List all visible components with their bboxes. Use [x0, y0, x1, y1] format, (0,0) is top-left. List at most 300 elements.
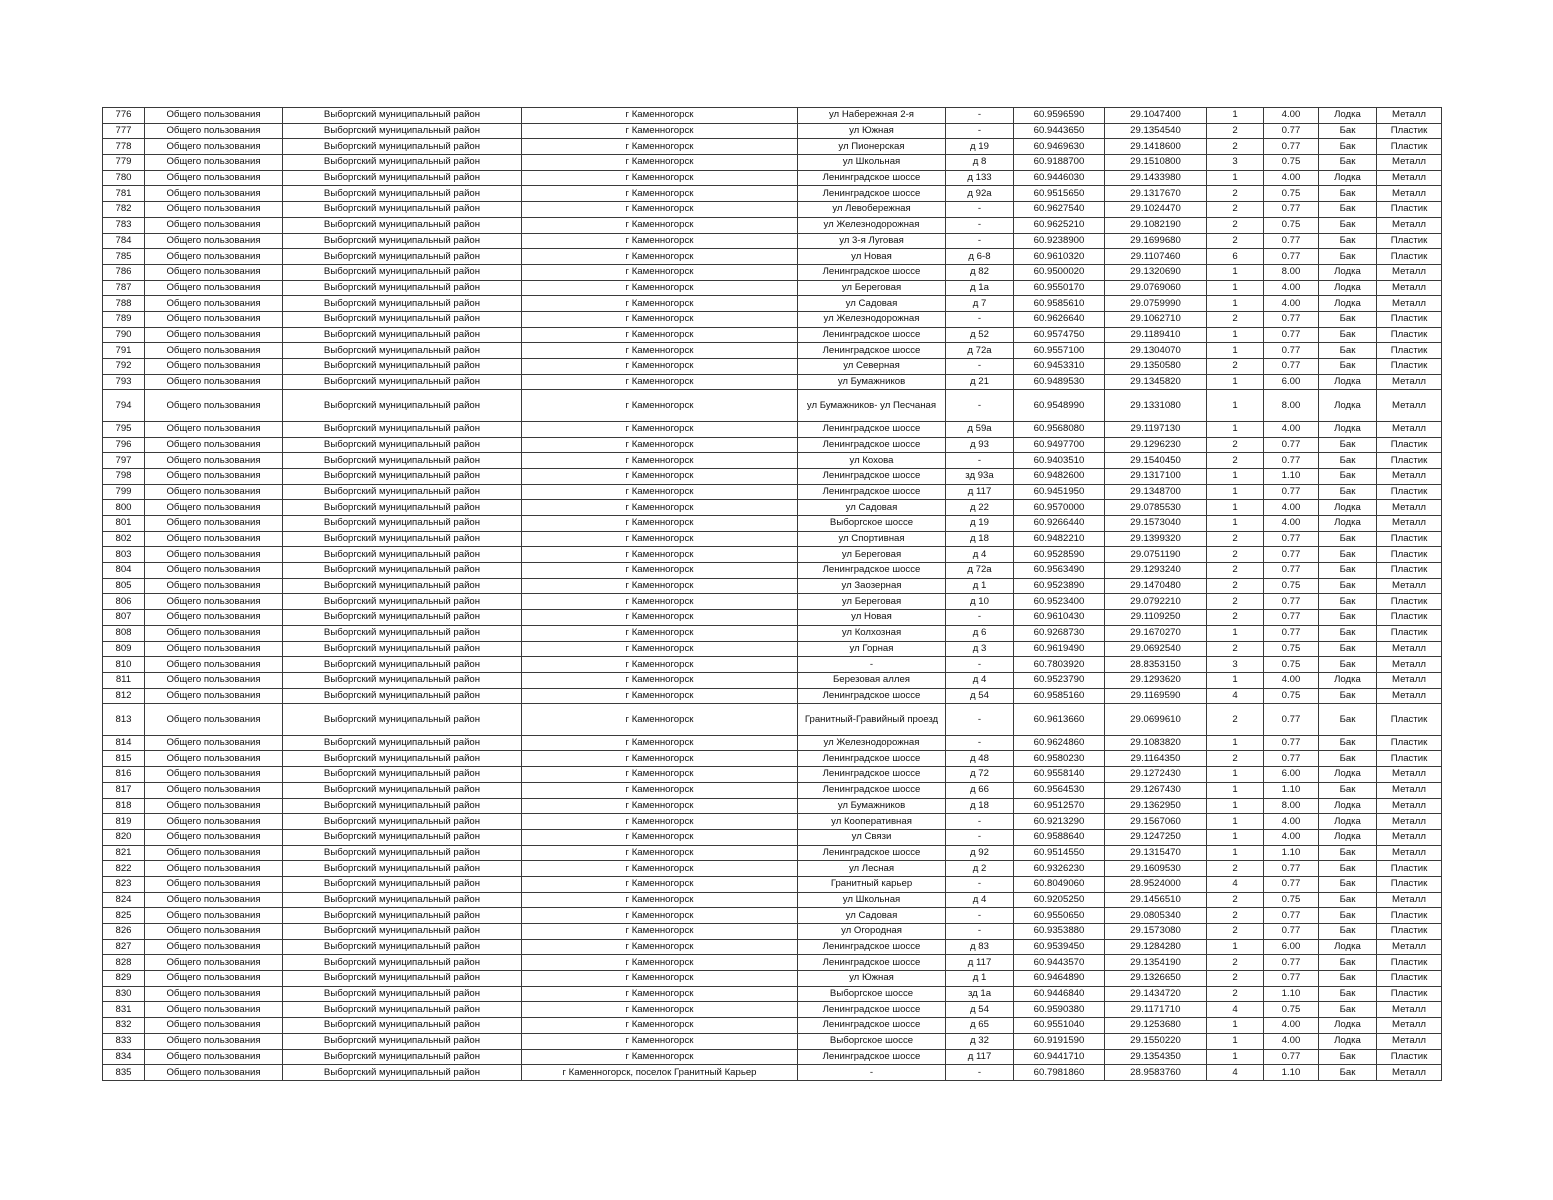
cell-container-volume: 0.77 — [1264, 955, 1319, 971]
cell-container-count: 4 — [1207, 688, 1264, 704]
cell-container-count: 1 — [1207, 264, 1264, 280]
cell-container-count: 1 — [1207, 939, 1264, 955]
cell-container-volume: 0.77 — [1264, 249, 1319, 265]
cell-row-number: 782 — [103, 202, 145, 218]
cell-container-count: 1 — [1207, 500, 1264, 516]
cell-container-count: 1 — [1207, 735, 1264, 751]
cell-usage-type: Общего пользования — [145, 767, 283, 783]
cell-longitude: 29.0805340 — [1105, 908, 1207, 924]
cell-container-type: Бак — [1319, 547, 1377, 563]
cell-district: Выборгский муниципальный район — [283, 610, 522, 626]
cell-container-volume: 0.77 — [1264, 735, 1319, 751]
cell-container-count: 1 — [1207, 1033, 1264, 1049]
cell-container-volume: 0.75 — [1264, 641, 1319, 657]
cell-settlement: г Каменногорск — [522, 421, 798, 437]
cell-longitude: 29.1550220 — [1105, 1033, 1207, 1049]
cell-district: Выборгский муниципальный район — [283, 516, 522, 532]
cell-building: - — [946, 202, 1014, 218]
cell-row-number: 802 — [103, 531, 145, 547]
cell-district: Выборгский муниципальный район — [283, 264, 522, 280]
cell-row-number: 822 — [103, 861, 145, 877]
cell-usage-type: Общего пользования — [145, 939, 283, 955]
cell-street: Гранитный карьер — [798, 876, 946, 892]
cell-district: Выборгский муниципальный район — [283, 908, 522, 924]
cell-container-volume: 0.77 — [1264, 453, 1319, 469]
cell-street: Ленинградское шоссе — [798, 343, 946, 359]
cell-district: Выборгский муниципальный район — [283, 170, 522, 186]
cell-container-material: Пластик — [1377, 327, 1442, 343]
table-row — [103, 170, 1442, 186]
cell-row-number: 796 — [103, 437, 145, 453]
cell-usage-type: Общего пользования — [145, 249, 283, 265]
cell-container-material: Металл — [1377, 1065, 1442, 1081]
cell-settlement: г Каменногорск — [522, 657, 798, 673]
cell-container-count: 1 — [1207, 390, 1264, 422]
cell-container-material: Пластик — [1377, 437, 1442, 453]
cell-container-material: Металл — [1377, 688, 1442, 704]
cell-district: Выборгский муниципальный район — [283, 704, 522, 736]
table-row — [103, 186, 1442, 202]
cell-building: - — [946, 657, 1014, 673]
cell-container-volume: 0.77 — [1264, 327, 1319, 343]
cell-longitude: 29.1062710 — [1105, 311, 1207, 327]
table-row — [103, 908, 1442, 924]
table-row — [103, 657, 1442, 673]
cell-longitude: 29.1272430 — [1105, 767, 1207, 783]
cell-settlement: г Каменногорск — [522, 139, 798, 155]
cell-container-volume: 0.77 — [1264, 123, 1319, 139]
cell-container-count: 2 — [1207, 641, 1264, 657]
cell-settlement: г Каменногорск — [522, 437, 798, 453]
cell-container-type: Лодка — [1319, 672, 1377, 688]
cell-container-volume: 4.00 — [1264, 296, 1319, 312]
cell-district: Выборгский муниципальный район — [283, 500, 522, 516]
cell-container-material: Пластик — [1377, 202, 1442, 218]
cell-street: ул Железнодорожная — [798, 311, 946, 327]
table-row — [103, 264, 1442, 280]
cell-settlement: г Каменногорск — [522, 939, 798, 955]
cell-building: д 2 — [946, 861, 1014, 877]
cell-longitude: 29.1320690 — [1105, 264, 1207, 280]
cell-container-type: Лодка — [1319, 296, 1377, 312]
cell-container-material: Металл — [1377, 500, 1442, 516]
cell-latitude: 60.9446840 — [1014, 986, 1105, 1002]
cell-container-volume: 8.00 — [1264, 264, 1319, 280]
cell-container-material: Металл — [1377, 296, 1442, 312]
cell-district: Выборгский муниципальный район — [283, 374, 522, 390]
cell-street: ул Спортивная — [798, 531, 946, 547]
cell-longitude: 29.1253680 — [1105, 1018, 1207, 1034]
cell-container-volume: 0.77 — [1264, 876, 1319, 892]
cell-row-number: 797 — [103, 453, 145, 469]
cell-latitude: 60.9523790 — [1014, 672, 1105, 688]
cell-district: Выборгский муниципальный район — [283, 971, 522, 987]
cell-district: Выборгский муниципальный район — [283, 453, 522, 469]
cell-street: Выборгское шоссе — [798, 516, 946, 532]
cell-settlement: г Каменногорск — [522, 359, 798, 375]
cell-row-number: 831 — [103, 1002, 145, 1018]
cell-settlement: г Каменногорск — [522, 390, 798, 422]
cell-longitude: 29.1350580 — [1105, 359, 1207, 375]
cell-container-count: 2 — [1207, 186, 1264, 202]
cell-container-volume: 0.75 — [1264, 892, 1319, 908]
cell-longitude: 29.0769060 — [1105, 280, 1207, 296]
cell-row-number: 780 — [103, 170, 145, 186]
cell-container-material: Металл — [1377, 108, 1442, 124]
cell-latitude: 60.9205250 — [1014, 892, 1105, 908]
cell-container-count: 2 — [1207, 578, 1264, 594]
cell-usage-type: Общего пользования — [145, 202, 283, 218]
cell-latitude: 60.9497700 — [1014, 437, 1105, 453]
cell-longitude: 29.1670270 — [1105, 625, 1207, 641]
table-row — [103, 672, 1442, 688]
cell-container-type: Лодка — [1319, 798, 1377, 814]
cell-district: Выборгский муниципальный район — [283, 421, 522, 437]
cell-settlement: г Каменногорск — [522, 908, 798, 924]
cell-usage-type: Общего пользования — [145, 798, 283, 814]
cell-longitude: 29.1247250 — [1105, 829, 1207, 845]
cell-container-count: 2 — [1207, 202, 1264, 218]
cell-row-number: 798 — [103, 468, 145, 484]
cell-settlement: г Каменногорск — [522, 516, 798, 532]
cell-building: д 4 — [946, 892, 1014, 908]
cell-district: Выборгский муниципальный район — [283, 751, 522, 767]
cell-container-type: Бак — [1319, 892, 1377, 908]
cell-longitude: 29.1609530 — [1105, 861, 1207, 877]
cell-district: Выборгский муниципальный район — [283, 672, 522, 688]
cell-settlement: г Каменногорск — [522, 374, 798, 390]
cell-container-count: 1 — [1207, 484, 1264, 500]
cell-container-material: Пластик — [1377, 453, 1442, 469]
table-row — [103, 139, 1442, 155]
cell-container-type: Лодка — [1319, 1033, 1377, 1049]
cell-row-number: 790 — [103, 327, 145, 343]
cell-usage-type: Общего пользования — [145, 1018, 283, 1034]
cell-longitude: 29.1354190 — [1105, 955, 1207, 971]
cell-district: Выборгский муниципальный район — [283, 233, 522, 249]
cell-container-type: Лодка — [1319, 170, 1377, 186]
cell-container-type: Бак — [1319, 610, 1377, 626]
cell-street: ул Новая — [798, 249, 946, 265]
table-row — [103, 547, 1442, 563]
cell-longitude: 29.1456510 — [1105, 892, 1207, 908]
cell-building: д 117 — [946, 955, 1014, 971]
cell-container-count: 3 — [1207, 155, 1264, 171]
cell-settlement: г Каменногорск — [522, 123, 798, 139]
cell-settlement: г Каменногорск — [522, 547, 798, 563]
table-row — [103, 971, 1442, 987]
cell-building: д 54 — [946, 688, 1014, 704]
cell-row-number: 811 — [103, 672, 145, 688]
cell-building: - — [946, 704, 1014, 736]
table-row — [103, 939, 1442, 955]
cell-usage-type: Общего пользования — [145, 924, 283, 940]
cell-street: Ленинградское шоссе — [798, 170, 946, 186]
cell-container-material: Металл — [1377, 468, 1442, 484]
cell-usage-type: Общего пользования — [145, 861, 283, 877]
cell-settlement: г Каменногорск — [522, 343, 798, 359]
cell-container-volume: 0.77 — [1264, 971, 1319, 987]
cell-container-count: 2 — [1207, 311, 1264, 327]
cell-usage-type: Общего пользования — [145, 311, 283, 327]
cell-latitude: 60.9443650 — [1014, 123, 1105, 139]
table-row — [103, 453, 1442, 469]
cell-usage-type: Общего пользования — [145, 217, 283, 233]
cell-longitude: 29.1083820 — [1105, 735, 1207, 751]
cell-row-number: 794 — [103, 390, 145, 422]
cell-row-number: 791 — [103, 343, 145, 359]
table-row — [103, 1065, 1442, 1081]
table-row — [103, 829, 1442, 845]
cell-district: Выборгский муниципальный район — [283, 531, 522, 547]
cell-row-number: 810 — [103, 657, 145, 673]
cell-district: Выборгский муниципальный район — [283, 108, 522, 124]
cell-settlement: г Каменногорск — [522, 610, 798, 626]
cell-building: д 133 — [946, 170, 1014, 186]
cell-street: ул Новая — [798, 610, 946, 626]
cell-building: д 65 — [946, 1018, 1014, 1034]
cell-container-type: Лодка — [1319, 108, 1377, 124]
cell-container-volume: 0.77 — [1264, 908, 1319, 924]
cell-street: Гранитный-Гравийный проезд — [798, 704, 946, 736]
table-row — [103, 516, 1442, 532]
cell-container-material: Пластик — [1377, 123, 1442, 139]
cell-usage-type: Общего пользования — [145, 516, 283, 532]
cell-latitude: 60.9489530 — [1014, 374, 1105, 390]
table-row — [103, 437, 1442, 453]
cell-street: Выборгское шоссе — [798, 986, 946, 1002]
cell-building: д 72 — [946, 767, 1014, 783]
cell-container-type: Бак — [1319, 782, 1377, 798]
cell-container-type: Бак — [1319, 986, 1377, 1002]
cell-container-count: 1 — [1207, 516, 1264, 532]
cell-container-volume: 0.77 — [1264, 625, 1319, 641]
cell-container-material: Пластик — [1377, 971, 1442, 987]
cell-container-count: 2 — [1207, 217, 1264, 233]
cell-longitude: 29.0759990 — [1105, 296, 1207, 312]
cell-building: д 1 — [946, 578, 1014, 594]
cell-settlement: г Каменногорск — [522, 311, 798, 327]
cell-district: Выборгский муниципальный район — [283, 845, 522, 861]
cell-container-type: Бак — [1319, 343, 1377, 359]
cell-district: Выборгский муниципальный район — [283, 767, 522, 783]
cell-container-volume: 0.77 — [1264, 751, 1319, 767]
cell-longitude: 29.1189410 — [1105, 327, 1207, 343]
cell-usage-type: Общего пользования — [145, 437, 283, 453]
table-row — [103, 625, 1442, 641]
cell-row-number: 778 — [103, 139, 145, 155]
cell-row-number: 835 — [103, 1065, 145, 1081]
cell-district: Выборгский муниципальный район — [283, 955, 522, 971]
cell-container-volume: 0.77 — [1264, 437, 1319, 453]
cell-container-type: Бак — [1319, 155, 1377, 171]
cell-container-count: 1 — [1207, 845, 1264, 861]
cell-container-count: 2 — [1207, 531, 1264, 547]
cell-container-type: Бак — [1319, 484, 1377, 500]
cell-settlement: г Каменногорск — [522, 986, 798, 1002]
cell-longitude: 29.1197130 — [1105, 421, 1207, 437]
table-row — [103, 311, 1442, 327]
cell-street: Ленинградское шоссе — [798, 437, 946, 453]
cell-container-material: Металл — [1377, 186, 1442, 202]
cell-container-volume: 4.00 — [1264, 170, 1319, 186]
cell-street: - — [798, 1065, 946, 1081]
cell-latitude: 60.9570000 — [1014, 500, 1105, 516]
cell-row-number: 820 — [103, 829, 145, 845]
table-row — [103, 296, 1442, 312]
cell-district: Выборгский муниципальный район — [283, 139, 522, 155]
cell-container-material: Металл — [1377, 845, 1442, 861]
cell-street: ул Огородная — [798, 924, 946, 940]
cell-container-material: Пластик — [1377, 908, 1442, 924]
cell-latitude: 60.9514550 — [1014, 845, 1105, 861]
cell-container-type: Бак — [1319, 327, 1377, 343]
cell-container-material: Металл — [1377, 280, 1442, 296]
cell-usage-type: Общего пользования — [145, 296, 283, 312]
cell-settlement: г Каменногорск — [522, 1002, 798, 1018]
cell-longitude: 29.1434720 — [1105, 986, 1207, 1002]
cell-container-count: 2 — [1207, 123, 1264, 139]
table-row — [103, 484, 1442, 500]
cell-container-material: Металл — [1377, 374, 1442, 390]
cell-district: Выборгский муниципальный район — [283, 735, 522, 751]
cell-container-count: 1 — [1207, 782, 1264, 798]
cell-usage-type: Общего пользования — [145, 782, 283, 798]
cell-settlement: г Каменногорск — [522, 672, 798, 688]
cell-longitude: 29.1399320 — [1105, 531, 1207, 547]
cell-container-material: Пластик — [1377, 704, 1442, 736]
cell-container-material: Пластик — [1377, 876, 1442, 892]
cell-latitude: 60.9512570 — [1014, 798, 1105, 814]
cell-row-number: 809 — [103, 641, 145, 657]
cell-latitude: 60.9596590 — [1014, 108, 1105, 124]
cell-district: Выборгский муниципальный район — [283, 437, 522, 453]
cell-container-count: 2 — [1207, 610, 1264, 626]
table-row — [103, 468, 1442, 484]
cell-building: - — [946, 814, 1014, 830]
cell-district: Выборгский муниципальный район — [283, 814, 522, 830]
cell-street: ул Связи — [798, 829, 946, 845]
cell-row-number: 826 — [103, 924, 145, 940]
cell-street: ул Горная — [798, 641, 946, 657]
cell-street: Ленинградское шоссе — [798, 563, 946, 579]
cell-container-material: Пластик — [1377, 610, 1442, 626]
cell-street: ул Железнодорожная — [798, 217, 946, 233]
cell-street: ул Бумажников — [798, 798, 946, 814]
cell-building: - — [946, 829, 1014, 845]
cell-settlement: г Каменногорск — [522, 280, 798, 296]
table-row — [103, 359, 1442, 375]
cell-settlement: г Каменногорск — [522, 814, 798, 830]
table-row — [103, 594, 1442, 610]
table-row — [103, 563, 1442, 579]
cell-container-volume: 0.75 — [1264, 688, 1319, 704]
cell-street: Ленинградское шоссе — [798, 1002, 946, 1018]
cell-container-material: Пластик — [1377, 531, 1442, 547]
cell-row-number: 792 — [103, 359, 145, 375]
cell-building: д 21 — [946, 374, 1014, 390]
cell-container-volume: 4.00 — [1264, 500, 1319, 516]
cell-building: д 52 — [946, 327, 1014, 343]
cell-district: Выборгский муниципальный район — [283, 641, 522, 657]
cell-longitude: 29.0785530 — [1105, 500, 1207, 516]
cell-latitude: 60.9580230 — [1014, 751, 1105, 767]
cell-container-material: Металл — [1377, 516, 1442, 532]
cell-container-material: Металл — [1377, 829, 1442, 845]
cell-settlement: г Каменногорск, поселок Гранитный Карьер — [522, 1065, 798, 1081]
cell-usage-type: Общего пользования — [145, 955, 283, 971]
cell-street: Ленинградское шоссе — [798, 264, 946, 280]
cell-settlement: г Каменногорск — [522, 829, 798, 845]
cell-container-type: Бак — [1319, 861, 1377, 877]
cell-settlement: г Каменногорск — [522, 625, 798, 641]
cell-container-material: Металл — [1377, 421, 1442, 437]
cell-latitude: 60.9268730 — [1014, 625, 1105, 641]
table-row — [103, 861, 1442, 877]
cell-latitude: 60.9213290 — [1014, 814, 1105, 830]
table-row — [103, 610, 1442, 626]
cell-usage-type: Общего пользования — [145, 845, 283, 861]
cell-longitude: 29.1047400 — [1105, 108, 1207, 124]
cell-settlement: г Каменногорск — [522, 861, 798, 877]
cell-row-number: 824 — [103, 892, 145, 908]
cell-row-number: 793 — [103, 374, 145, 390]
cell-usage-type: Общего пользования — [145, 657, 283, 673]
cell-street: Березовая аллея — [798, 672, 946, 688]
cell-container-volume: 0.75 — [1264, 217, 1319, 233]
cell-district: Выборгский муниципальный район — [283, 327, 522, 343]
cell-longitude: 29.1573080 — [1105, 924, 1207, 940]
cell-container-type: Бак — [1319, 453, 1377, 469]
cell-usage-type: Общего пользования — [145, 484, 283, 500]
cell-district: Выборгский муниципальный район — [283, 829, 522, 845]
cell-usage-type: Общего пользования — [145, 359, 283, 375]
cell-container-material: Металл — [1377, 782, 1442, 798]
cell-container-volume: 4.00 — [1264, 1018, 1319, 1034]
cell-container-type: Бак — [1319, 1049, 1377, 1065]
cell-row-number: 804 — [103, 563, 145, 579]
cell-settlement: г Каменногорск — [522, 892, 798, 908]
cell-container-count: 2 — [1207, 437, 1264, 453]
cell-district: Выборгский муниципальный район — [283, 986, 522, 1002]
cell-row-number: 789 — [103, 311, 145, 327]
cell-container-volume: 4.00 — [1264, 672, 1319, 688]
cell-container-volume: 0.77 — [1264, 610, 1319, 626]
cell-container-type: Бак — [1319, 735, 1377, 751]
cell-building: д 4 — [946, 672, 1014, 688]
cell-settlement: г Каменногорск — [522, 327, 798, 343]
cell-settlement: г Каменногорск — [522, 233, 798, 249]
cell-district: Выборгский муниципальный район — [283, 390, 522, 422]
cell-longitude: 28.9583760 — [1105, 1065, 1207, 1081]
cell-usage-type: Общего пользования — [145, 672, 283, 688]
table-row — [103, 1002, 1442, 1018]
cell-container-count: 2 — [1207, 986, 1264, 1002]
cell-building: д 82 — [946, 264, 1014, 280]
cell-longitude: 29.1540450 — [1105, 453, 1207, 469]
cell-container-count: 1 — [1207, 280, 1264, 296]
table-row — [103, 892, 1442, 908]
cell-settlement: г Каменногорск — [522, 798, 798, 814]
cell-longitude: 29.1109250 — [1105, 610, 1207, 626]
cell-latitude: 60.9627540 — [1014, 202, 1105, 218]
cell-latitude: 60.7981860 — [1014, 1065, 1105, 1081]
cell-container-material: Металл — [1377, 641, 1442, 657]
cell-row-number: 830 — [103, 986, 145, 1002]
cell-container-type: Бак — [1319, 845, 1377, 861]
cell-building: - — [946, 908, 1014, 924]
cell-settlement: г Каменногорск — [522, 155, 798, 171]
